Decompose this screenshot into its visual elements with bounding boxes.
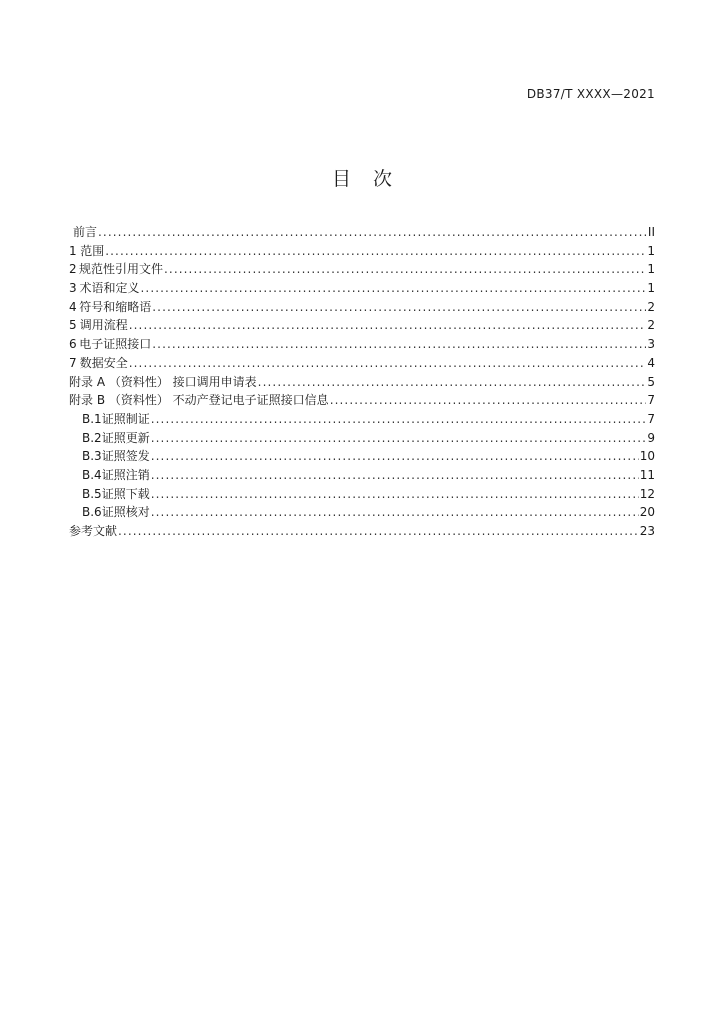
toc-entry-number: B.1 bbox=[82, 411, 102, 426]
toc-entry-label: 证照更新 bbox=[101, 430, 150, 445]
toc-title-char-2: 次 bbox=[373, 168, 393, 190]
toc-entry-page: 23 bbox=[639, 524, 655, 538]
toc-entry-page: 9 bbox=[647, 430, 655, 445]
toc-leader-dots bbox=[129, 354, 647, 373]
toc-leader-dots bbox=[118, 522, 639, 541]
toc-entry-appendix-b[interactable] bbox=[69, 391, 655, 410]
toc-entry-page: II bbox=[647, 225, 655, 239]
toc-entry-number: B.4 bbox=[82, 467, 102, 482]
toc-entry-references[interactable] bbox=[69, 522, 655, 541]
toc-entry-page: 1 bbox=[647, 281, 655, 296]
toc-subentry[interactable] bbox=[69, 466, 655, 485]
toc-leader-dots bbox=[98, 223, 647, 242]
toc-entry-label: 范围 bbox=[80, 243, 105, 258]
toc-entry-page: 7 bbox=[647, 411, 655, 426]
toc-leader-dots bbox=[151, 503, 639, 522]
toc-entry-label: 数据安全 bbox=[79, 355, 128, 370]
toc-entry-label: 规范性引用文件 bbox=[78, 262, 163, 277]
standard-code: DB37/T XXXX—2021 bbox=[526, 87, 655, 101]
toc-entry-page: 10 bbox=[639, 449, 655, 464]
toc-entry-number: 4 bbox=[69, 299, 77, 314]
toc-leader-dots bbox=[152, 335, 646, 354]
toc-entry-label: 前言 bbox=[73, 225, 98, 239]
toc-entry-page: 12 bbox=[639, 486, 655, 501]
toc-entry-page: 1 bbox=[647, 262, 655, 277]
toc-entry-number: B.6 bbox=[82, 505, 102, 520]
toc-entry-label: 证照注销 bbox=[101, 467, 150, 482]
toc-entry-page: 1 bbox=[647, 243, 655, 258]
toc-entry-number: 2 bbox=[69, 262, 77, 277]
toc-entry-page: 11 bbox=[639, 467, 655, 482]
toc-entry-number: 7 bbox=[69, 355, 77, 370]
toc-subentry[interactable] bbox=[69, 503, 655, 522]
toc-leader-dots bbox=[151, 410, 647, 429]
toc-title-char-1: 目 bbox=[331, 168, 351, 190]
toc-entry[interactable] bbox=[69, 335, 655, 354]
toc-entry-number: 3 bbox=[69, 281, 77, 296]
toc-entry-label: 附录 A （资料性） 接口调用申请表 bbox=[69, 374, 257, 389]
toc-entry-label: 证照核对 bbox=[101, 505, 150, 520]
toc-entry-number: B.3 bbox=[82, 449, 102, 464]
toc-leader-dots bbox=[140, 279, 646, 298]
toc-entry-page: 5 bbox=[647, 374, 655, 389]
toc-entry[interactable] bbox=[69, 242, 655, 261]
toc-leader-dots bbox=[151, 485, 639, 504]
toc-subentry[interactable] bbox=[69, 447, 655, 466]
toc-entry-number: 6 bbox=[69, 337, 77, 352]
toc-entry-label: 参考文献 bbox=[69, 524, 118, 538]
toc-entry-appendix-a[interactable] bbox=[69, 373, 655, 392]
toc-entry[interactable] bbox=[69, 260, 655, 279]
toc-title bbox=[0, 164, 724, 191]
toc-entry-page: 7 bbox=[647, 393, 655, 408]
toc-leader-dots bbox=[129, 316, 647, 335]
toc-entry-foreword[interactable] bbox=[69, 223, 655, 242]
toc-entry-label: 符号和缩略语 bbox=[79, 299, 152, 314]
toc-entry-number: 1 bbox=[69, 243, 77, 258]
toc-entry-page: 2 bbox=[647, 318, 655, 333]
toc-leader-dots bbox=[164, 260, 646, 279]
toc-subentry[interactable] bbox=[69, 429, 655, 448]
toc-leader-dots bbox=[151, 447, 639, 466]
toc-entry-number: 5 bbox=[69, 318, 77, 333]
toc-leader-dots bbox=[151, 466, 639, 485]
toc-subentry[interactable] bbox=[69, 410, 655, 429]
toc-entry-label: 调用流程 bbox=[79, 318, 128, 333]
table-of-contents bbox=[69, 223, 655, 541]
toc-leader-dots bbox=[105, 242, 646, 261]
toc-entry-label: 附录 B （资料性） 不动产登记电子证照接口信息 bbox=[69, 393, 329, 408]
toc-entry[interactable] bbox=[69, 316, 655, 335]
toc-leader-dots bbox=[151, 429, 647, 448]
toc-entry-label: 证照签发 bbox=[101, 449, 150, 464]
toc-entry-number: B.5 bbox=[82, 486, 102, 501]
toc-entry[interactable] bbox=[69, 354, 655, 373]
toc-entry-label: 电子证照接口 bbox=[79, 337, 152, 352]
toc-entry-page: 2 bbox=[647, 299, 655, 314]
toc-leader-dots bbox=[152, 298, 646, 317]
toc-entry-label: 证照下载 bbox=[101, 486, 150, 501]
toc-entry-number: B.2 bbox=[82, 430, 102, 445]
toc-subentry[interactable] bbox=[69, 485, 655, 504]
toc-entry-label: 证照制证 bbox=[101, 411, 150, 426]
toc-entry-label: 术语和定义 bbox=[79, 281, 140, 296]
toc-entry-page: 20 bbox=[639, 505, 655, 520]
toc-entry[interactable] bbox=[69, 279, 655, 298]
toc-entry[interactable] bbox=[69, 298, 655, 317]
toc-leader-dots bbox=[330, 391, 647, 410]
toc-entry-page: 4 bbox=[647, 355, 655, 370]
toc-entry-page: 3 bbox=[647, 337, 655, 352]
toc-leader-dots bbox=[258, 373, 647, 392]
